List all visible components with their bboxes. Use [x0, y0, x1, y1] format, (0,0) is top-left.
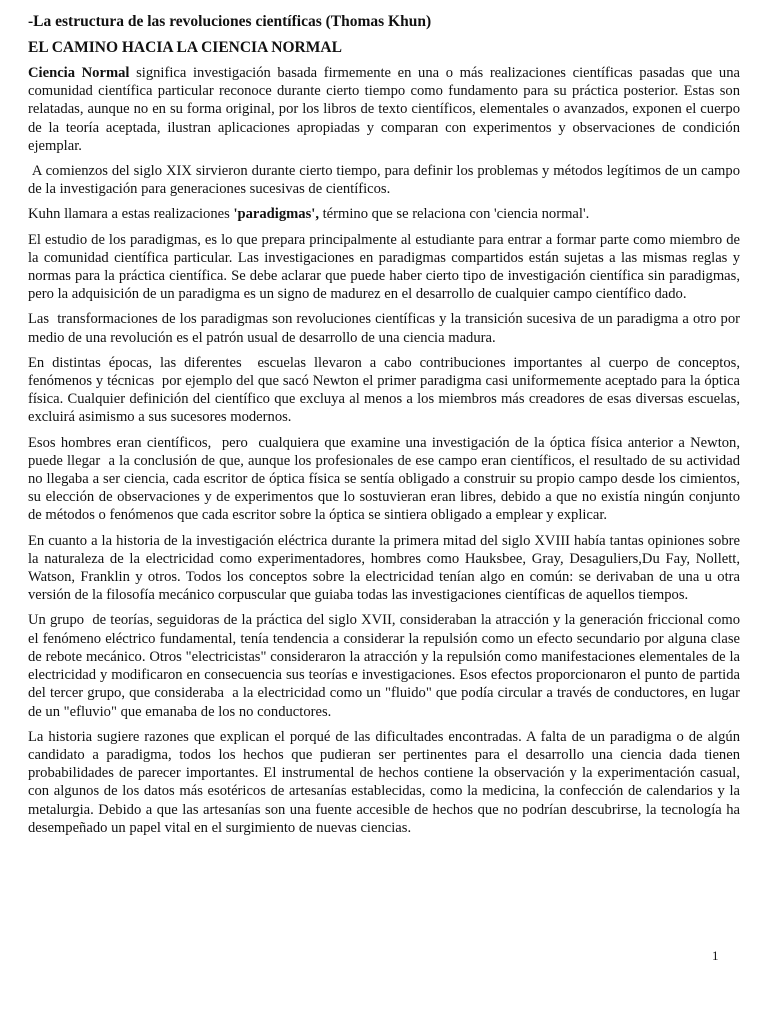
paragraph-2: A comienzos del siglo XIX sirvieron durante cierto tiempo, para definir los problemas y métodos legítimos de un campo de la investigación para generaciones sucesivas de científicos. [28, 163, 744, 198]
paragraph-10: La historia sugiere razones que explican el porqué de las dificultades encontradas. A falta de un paradigma o de algún candidato a paradigma, todos los hechos que pudieran ser pertinentes para el desarrollo una ciencia dada tienen probabilidades de parecer importantes. El instrumental de hechos contiene la observación y la experimentación casual, con algunos de los datos más esotéricos de artesanías establecidas, como la medicina, la confección de calendarios y la metalurgia. Debido a que las artesanías son una fuente accesible de hechos que no podrían descubrirse, la tecnología ha desempeñado un papel vital en el surgimiento de nuevas ciencias. [28, 728, 740, 836]
paragraph-3-start: Kuhn llamara a estas realizaciones [28, 206, 234, 223]
paragraph-4: El estudio de los paradigmas, es lo que prepara principalmente al estudiante para entrar a formar parte como miembro de la comunidad científica particular. Las investigaciones en paradigmas compartidos están sujetas a las mismas reglas y normas para la práctica científica. Se debe aclarar que puede haber cierto tipo de investigación científica sin paradigmas, pero la adquisición de un paradigma es un signo de madurez en el desarrollo de cualquier campo científico dado. [28, 231, 740, 303]
paragraph-1-text: significa investigación basada firmemente en una o más realizaciones científicas pasadas que una comunidad científica particular reconoce durante cierto tiempo como fundamento para su práctica posterior. Estas son relatadas, aunque no en su forma original, por los libros de texto científicos, elementales o avanzados, exponen el cuerpo de la teoría aceptada, ilustran aplicaciones apropiadas y comparan con experimentos y observaciones de condición ejemplar. [28, 65, 740, 154]
term-ciencia-normal: Ciencia Normal [28, 65, 130, 81]
paragraph-5: Las transformaciones de los paradigmas son revoluciones científicas y la transición sucesiva de un paradigma a otro por medio de una revolución es el patrón usual de desarrollo de una ciencia madura. [28, 311, 744, 346]
paragraph-7: Esos hombres eran científicos, pero cualquiera que examine una investigación de la óptica física anterior a Newton, puede llegar a la conclusión de que, aunque los profesionales de ese campo eran científicos, el resultado de su actividad no llegaba a ser ciencia, cada escritor de óptica física se sentía obligado a construir su propio campo desde los cimientos, su elección de observaciones y de experimentos que lo sostuvieran eran libres, debido a que no existía ningún conjunto de métodos o fenómenos que cada escritor sobre la óptica se sintiera obligado a emplear y explicar. [28, 434, 744, 524]
paragraph-6: En distintas épocas, las diferentes escuelas llevaron a cabo contribuciones importantes al cuerpo de conceptos, fenómenos y técnicas por ejemplo del que sacó Newton el primer paradigma casi uniformemente aceptado para la óptica física. Cualquier definición del científico que excluya al menos a los miembros más creadores de esas diversas escuelas, excluirá asimismo a sus sucesores modernos. [28, 354, 744, 426]
paragraph-3 [28, 205, 740, 223]
paragraph-8: En cuanto a la historia de la investigación eléctrica durante la primera mitad del siglo XVIII había tantas opiniones sobre la naturaleza de la electricidad como experimentadores, hombres como Hauksbee, Gray, Desaguliers,Du Fay, Nollett, Watson, Franklin y otros. Todos los conceptos sobre la electricidad tenían algo en común: se derivaban de una u otra versión de la filosofía mecánico corpuscular que guiaba todas las investigaciones científicas de aquellos tiempos. [28, 532, 740, 604]
section-heading: EL CAMINO HACIA LA CIENCIA NORMAL [28, 39, 342, 56]
paragraph-9: Un grupo de teorías, seguidoras de la práctica del siglo XVII, consideraban la atracción y la generación friccional como el fenómeno eléctrico fundamental, tenía tendencia a considerar la repulsión como un efecto secundario por alguna clase de rebote mecánico. Otros "electricistas" consideraron la atracción y la repulsión como manifestaciones elementales de la electricidad y modificaron en consecuencia sus teorías e investigaciones. Esos efectos proporcionaron el punto de partida del tercer grupo, que consideraba a la electricidad como un "fluido" que podía circular a través de conductores, en lugar de un "efluvio" que emanaba de los no conductores. [28, 612, 744, 720]
paragraph-1 [28, 64, 740, 155]
document-page [28, 12, 744, 844]
term-paradigmas: 'paradigmas', [233, 206, 319, 223]
paragraph-3-end: término que se relaciona con 'ciencia normal'. [318, 206, 590, 223]
page-number: 1 [712, 948, 719, 963]
document-title: -La estructura de las revoluciones científicas (Thomas Khun) [28, 13, 432, 30]
